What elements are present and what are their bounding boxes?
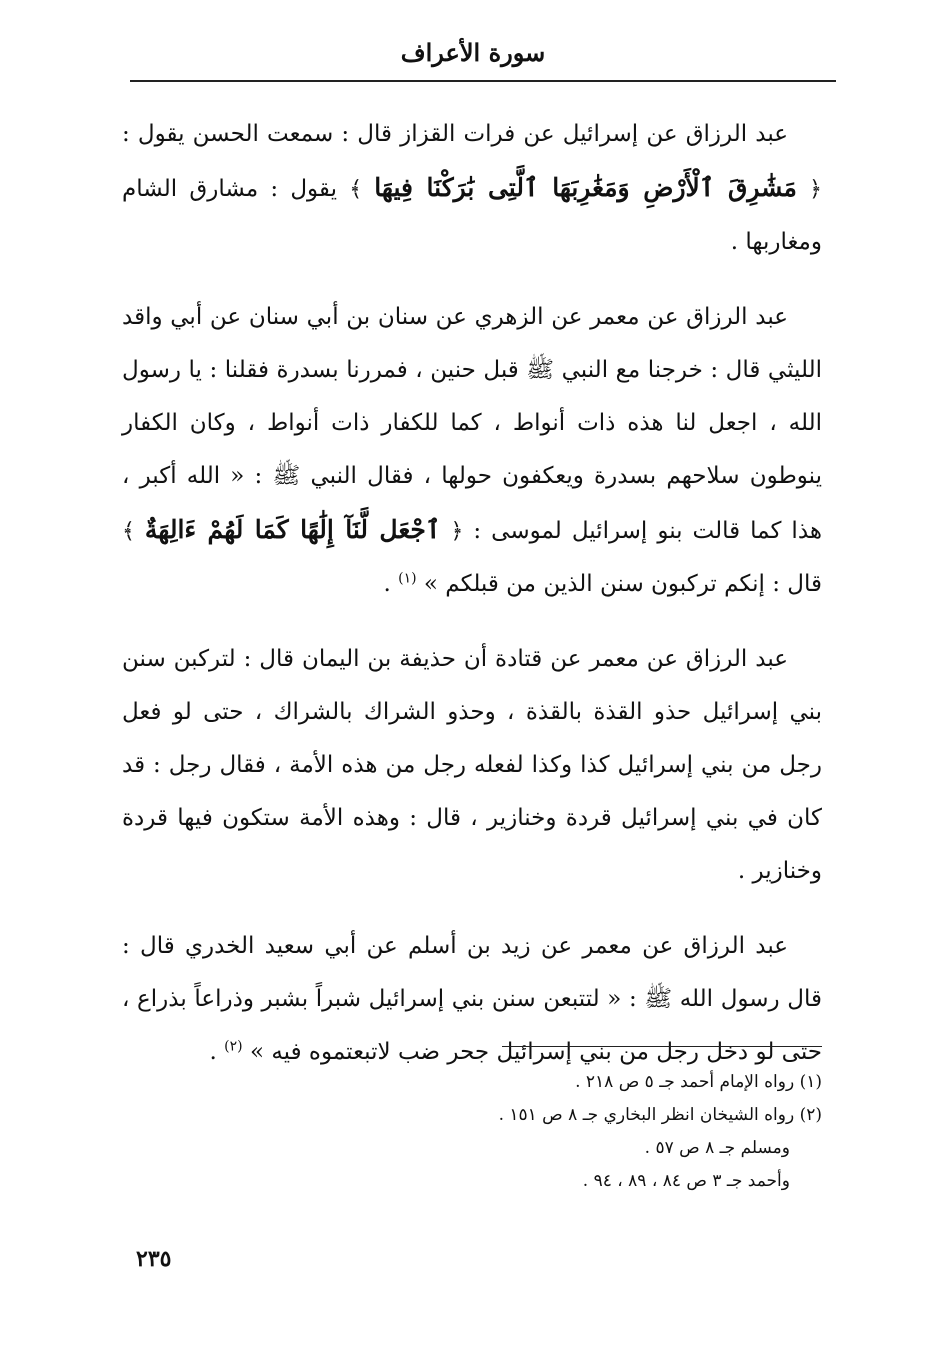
paragraph-2-continuation: قال : إنكم تركبون سنن الذين من قبلكم » (423, 571, 822, 597)
paragraph-3 (122, 633, 822, 898)
quran-open-bracket: ﴿ (450, 519, 464, 544)
footnote-reference[interactable]: (١) (398, 570, 417, 587)
quran-verse: مَشَٰرِقَ ٱلْأَرْضِ وَمَغَٰرِبَهَا ٱلَّتِى بَٰرَكْنَا فِيهَا (374, 173, 797, 202)
paragraph-3-text: عبد الرزاق عن معمر عن قتادة أن حذيفة بن اليمان قال : لتركبن سنن بني إسرائيل حذو القذة بالقذة ، وحذو الشراك بالشراك ، حتى لو فعل رجل من بني إسرائيل كذا وكذا لفعله رجل من هذه الأمة ، فقال رجل : قد كان في بني إسرائيل قردة وخنازير ، قال : وهذه الأمة ستكون فيها قردة وخنازير . (122, 646, 822, 884)
quran-verse: ٱجْعَل لَّنَآ إِلَٰهًا كَمَا لَهُمْ ءَالِهَةٌ (144, 515, 441, 544)
paragraph-2 (122, 291, 822, 611)
page-number: ٢٣٥ (136, 1246, 172, 1272)
paragraph-1 (122, 108, 822, 269)
footnote-2-continuation: وأحمد جـ ٣ ص ٨٤ ، ٨٩ ، ٩٤ . (582, 1171, 790, 1191)
footnote-2-continuation: ومسلم جـ ٨ ص ٥٧ . (644, 1138, 790, 1158)
paragraph-4 (122, 920, 822, 1079)
main-text (122, 108, 822, 1101)
quran-close-bracket: ﴾ (349, 177, 363, 202)
footnotes (122, 1066, 822, 1198)
paragraph-1-continuation: يقول : مشارق الشام ومغاربها . (122, 176, 822, 255)
page-title: سورة الأعراف (400, 38, 546, 67)
footnote-divider (502, 1046, 822, 1047)
footnote-2: (٢) رواه الشيخان انظر البخاري جـ ٨ ص ١٥١ . (498, 1105, 822, 1125)
footnote-1: (١) رواه الإمام أحمد جـ ٥ ص ٢١٨ . (575, 1072, 822, 1092)
paragraph-2-text: عبد الرزاق عن معمر عن الزهري عن سنان بن أبي سنان عن أبي واقد الليثي قال : خرجنا مع النبي ﷺ قبل حنين ، فمررنا بسدرة فقلنا : يا رسول الله ، اجعل لنا هذه ذات أنواط ، كما للكفار ذات أنواط ، وكان الكفار ينوطون سلاحهم بسدرة ويعكفون حولها ، فقال النبي ﷺ : « الله أكبر ، هذا كما قالت بنو إسرائيل لموسى : (122, 304, 823, 544)
paragraph-4-text: عبد الرزاق عن معمر عن زيد بن أسلم عن أبي سعيد الخدري قال : قال رسول الله ﷺ : « لتتبعن سنن بني إسرائيل شبراً بشبر وذراعاً بذراع ، حتى لو دخل رجل من بني إسرائيل جحر ضب لاتبعتموه فيه » (122, 933, 822, 1065)
quran-open-bracket: ﴿ (809, 177, 823, 202)
paragraph-1-text: عبد الرزاق عن إسرائيل عن فرات القزاز قال : سمعت الحسن يقول : (122, 121, 788, 147)
header-divider (130, 80, 836, 82)
footnote-reference[interactable]: (٢) (224, 1038, 243, 1055)
paragraph-4-end: . (209, 1039, 225, 1065)
paragraph-2-end: . (383, 571, 399, 597)
quran-close-bracket: ﴾ (122, 519, 135, 544)
